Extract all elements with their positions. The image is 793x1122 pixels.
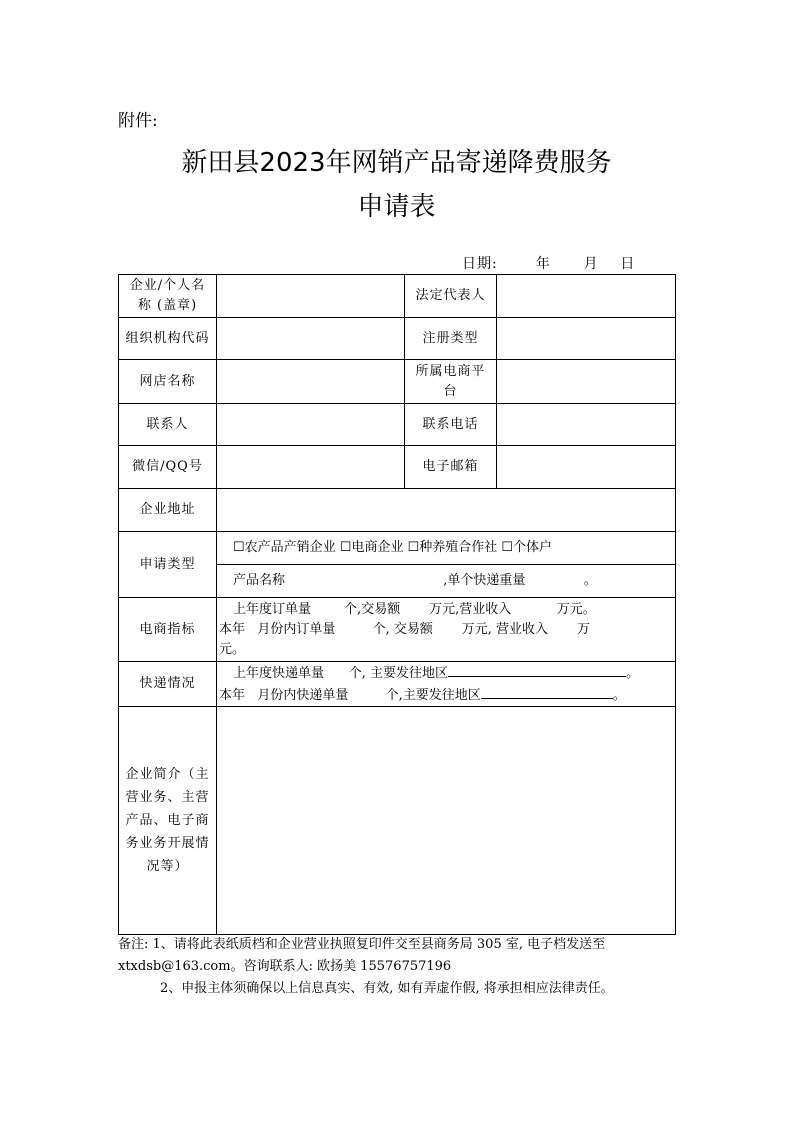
- option-coop-checkbox[interactable]: ☐种养殖合作社: [407, 540, 498, 555]
- contact-field[interactable]: [217, 404, 405, 446]
- date-line: [462, 253, 635, 273]
- express-region-1-field[interactable]: [448, 662, 626, 677]
- option-agri-checkbox[interactable]: ☐农产品产销企业: [233, 540, 336, 555]
- intro-label: 企业简介（主营业务、主营产品、电子商务业务开展情况等）: [119, 707, 217, 935]
- apply-type-label: 申请类型: [119, 532, 217, 598]
- product-end: 。: [583, 573, 597, 588]
- product-weight-label: ,单个快递重量: [443, 573, 526, 588]
- product-row: [217, 565, 676, 598]
- email-field[interactable]: [497, 446, 676, 489]
- note-2: 2、申报主体须确保以上信息真实、有效, 如有弄虚作假, 将承担相应法律责任。: [160, 981, 614, 996]
- shop-name-field[interactable]: [217, 360, 405, 404]
- wechat-label: 微信/QQ号: [119, 446, 217, 489]
- reg-type-field[interactable]: [497, 318, 676, 360]
- org-code-label: 组织机构代码: [119, 318, 217, 360]
- express-line-2-end: 。: [612, 688, 626, 703]
- address-field[interactable]: [217, 489, 676, 532]
- application-form: [118, 274, 676, 935]
- express-line-1-end: 。: [626, 666, 640, 681]
- contact-label: 联系人: [119, 404, 217, 446]
- shop-name-label: 网店名称: [119, 360, 217, 404]
- company-name-label: 企业/个人名称 (盖章): [119, 275, 217, 318]
- legal-rep-field[interactable]: [497, 275, 676, 318]
- address-label: 企业地址: [119, 489, 217, 532]
- note-1: 备注: 1、请将此表纸质档和企业营业执照复印件交至县商务局 305 室, 电子档发送至 xtxdsb@163.com。咨询联系人: 欧扬美 15576757196: [118, 937, 606, 974]
- express-line-1-text: 上年度快递单量 个, 主要发往地区: [233, 666, 449, 681]
- date-month: 月: [583, 256, 599, 272]
- express-line-2-text: 本年 月份内快递单量 个,主要发往地区: [219, 688, 481, 703]
- date-day: 日: [620, 256, 636, 272]
- notes: [118, 934, 678, 1000]
- platform-field[interactable]: [497, 360, 676, 404]
- product-name-label: 产品名称: [233, 573, 286, 588]
- company-name-field[interactable]: [217, 275, 405, 318]
- express-label: 快递情况: [119, 662, 217, 707]
- ecom-line-1: 上年度订单量 个,交易额 万元,营业收入 万元。: [233, 601, 596, 617]
- express-line-2: [219, 684, 671, 706]
- ecom-label: 电商指标: [119, 598, 217, 662]
- express-region-2-field[interactable]: [481, 684, 613, 699]
- date-year: 年: [535, 256, 551, 272]
- apply-type-options: [217, 532, 676, 565]
- org-code-field[interactable]: [217, 318, 405, 360]
- express-line-1: [219, 662, 671, 684]
- email-label: 电子邮箱: [405, 446, 497, 489]
- express-info[interactable]: [217, 662, 676, 707]
- phone-label: 联系电话: [405, 404, 497, 446]
- ecom-line-2: 本年 月份内订单量 个, 交易额 万元, 营业收入 万: [219, 621, 590, 637]
- page-subtitle: 申请表: [357, 192, 436, 222]
- option-individual-checkbox[interactable]: ☐个体户: [501, 540, 553, 555]
- reg-type-label: 注册类型: [405, 318, 497, 360]
- wechat-field[interactable]: [217, 446, 405, 489]
- page-title: 新田县2023年网销产品寄递降费服务: [181, 148, 612, 178]
- legal-rep-label: 法定代表人: [405, 275, 497, 318]
- ecom-metrics[interactable]: [217, 598, 676, 662]
- intro-field[interactable]: [217, 707, 676, 935]
- ecom-line-3: 元。: [219, 641, 246, 657]
- attachment-label: 附件:: [118, 111, 158, 131]
- platform-label: 所属电商平台: [405, 360, 497, 404]
- phone-field[interactable]: [497, 404, 676, 446]
- option-ecom-checkbox[interactable]: ☐电商企业: [339, 540, 404, 555]
- date-label: 日期:: [462, 256, 498, 272]
